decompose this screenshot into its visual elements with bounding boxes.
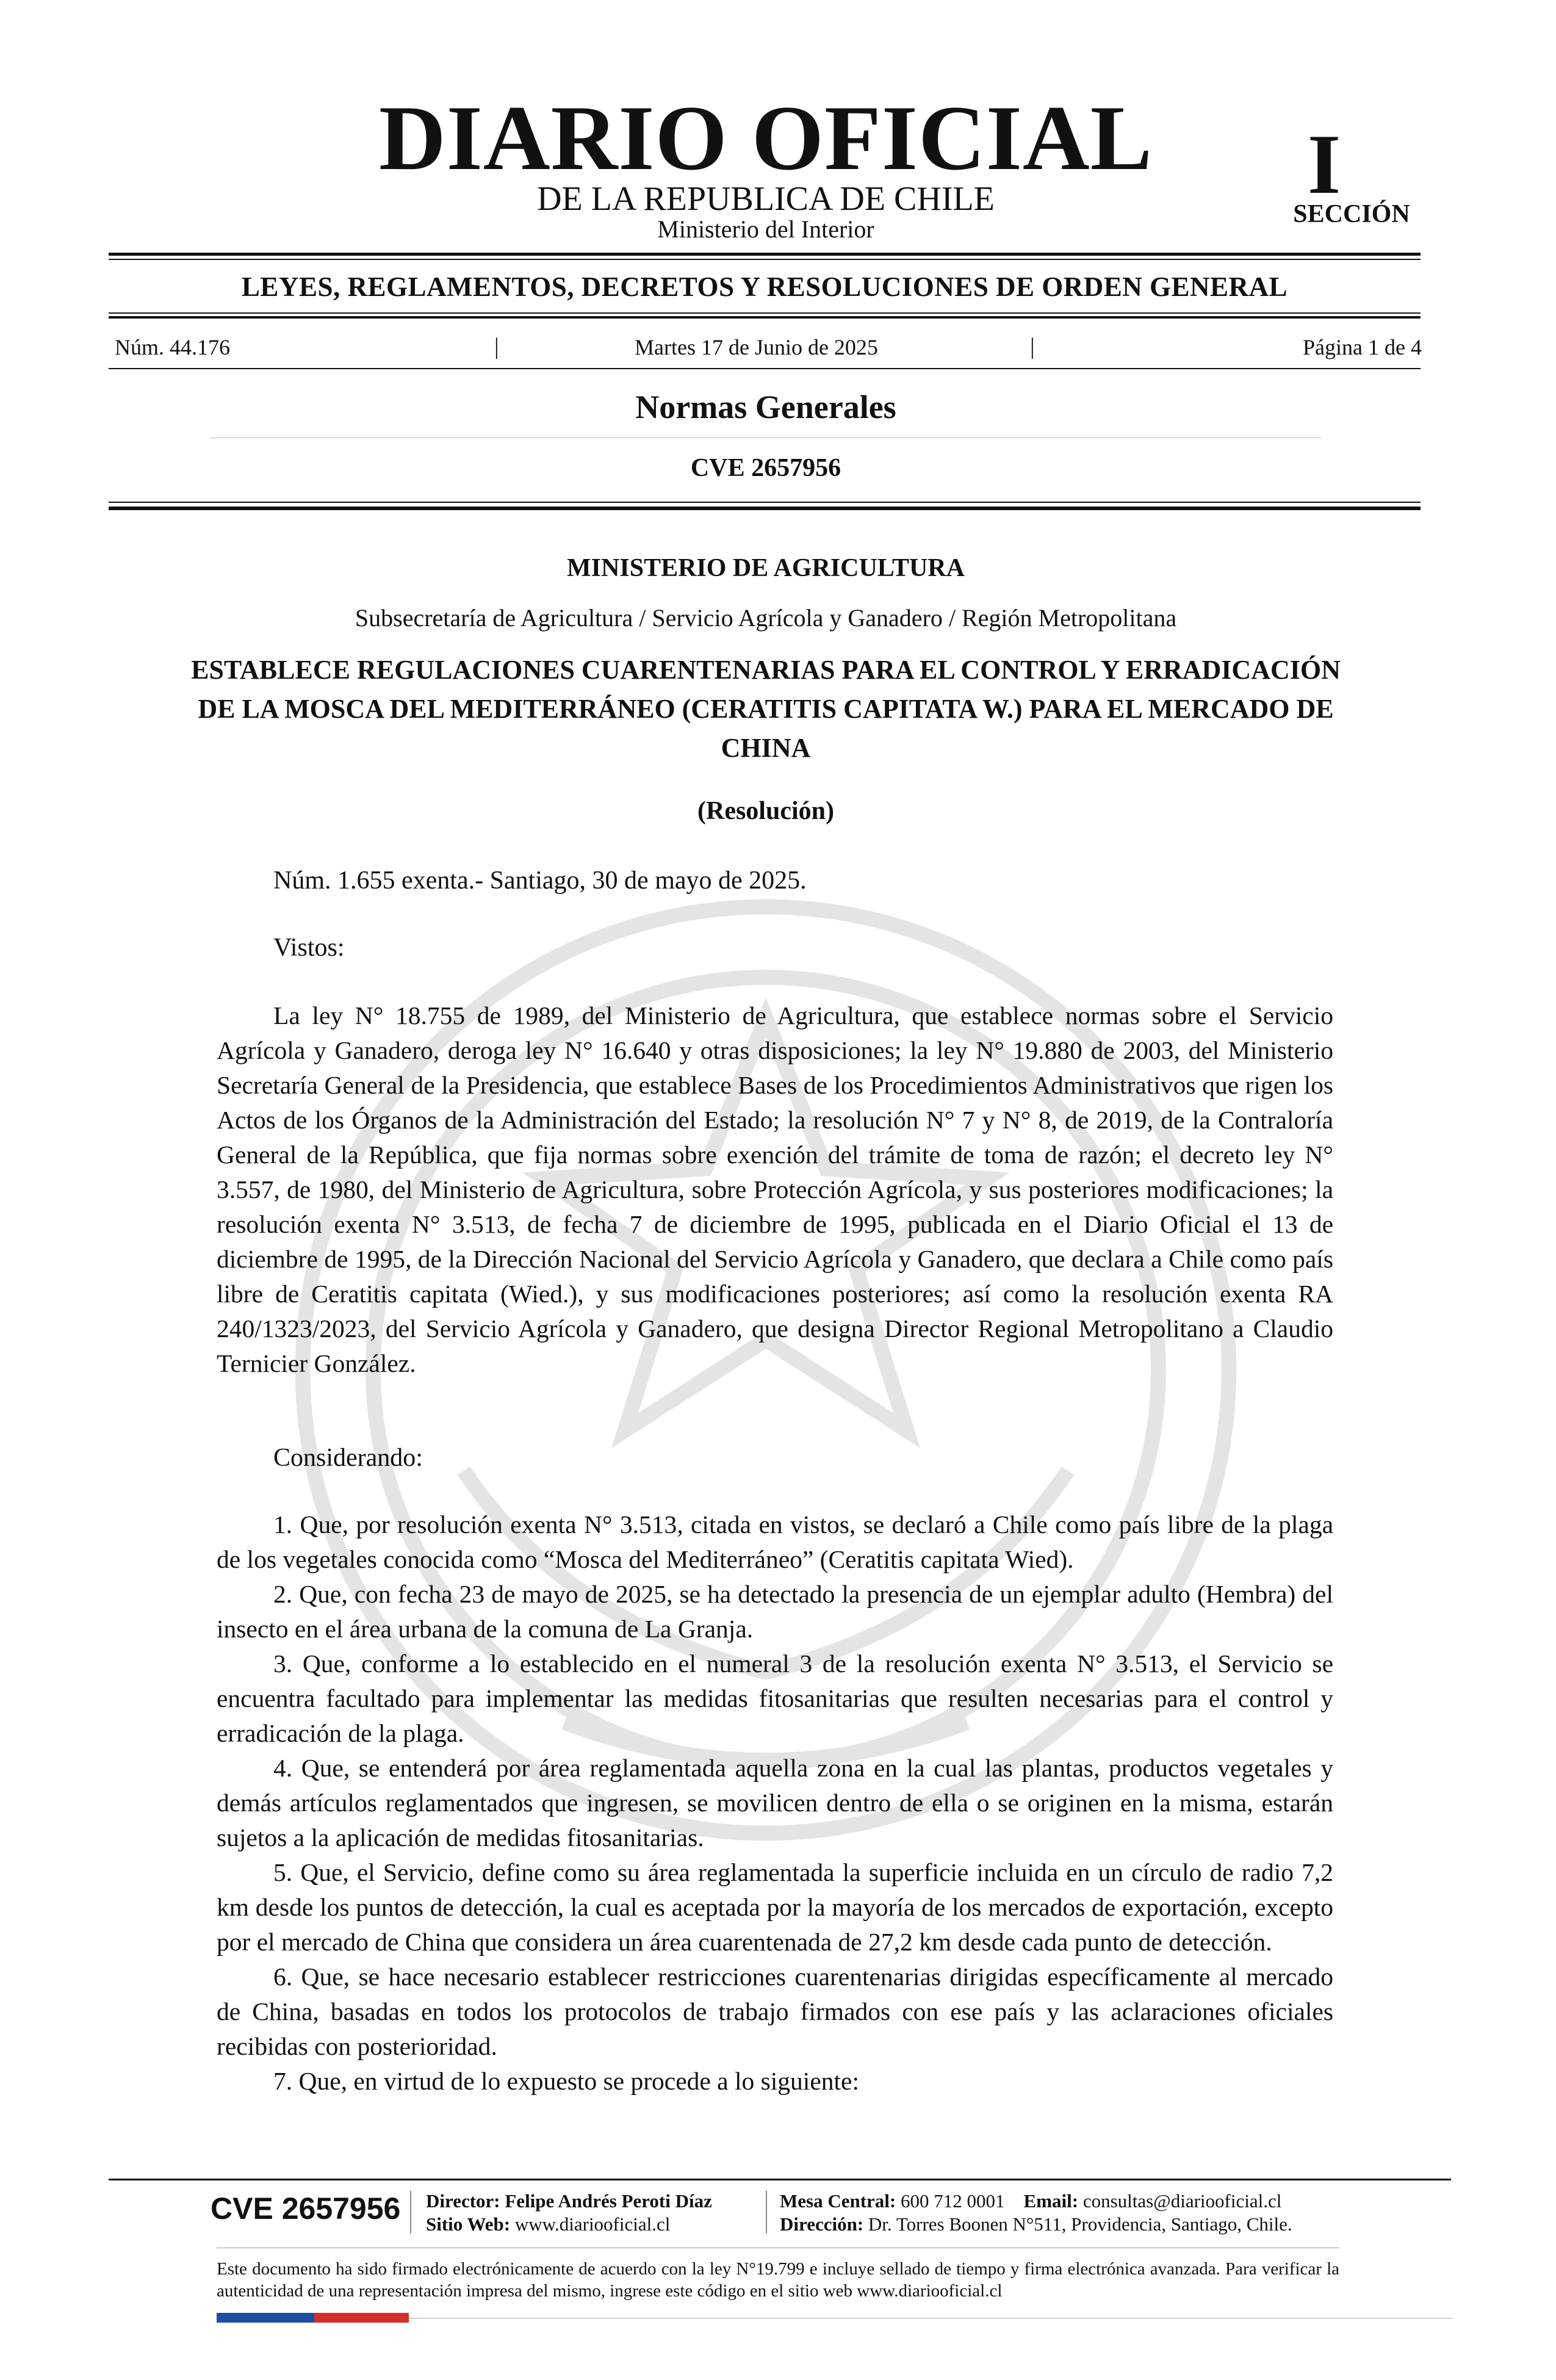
email-link[interactable]: consultas@diariooficial.cl bbox=[1082, 2190, 1282, 2212]
considerando-item: 2. Que, con fecha 23 de mayo de 2025, se ha detectado la presencia de un ejemplar adulto (Hembra) del insecto en el área urbana de la comuna de La Granja. bbox=[217, 1580, 1333, 1643]
issue-separator: | bbox=[494, 334, 499, 359]
considerando-item: 4. Que, se entenderá por área reglamentada aquella zona en la cual las plantas, productos vegetales y demás artículos reglamentados que ingresen, se movilicen dentro de ella o se originen en la misma, estarán sujetos a la aplicación de medidas fitosanitarias. bbox=[217, 1754, 1333, 1852]
flag-stripe-line bbox=[409, 2318, 1452, 2319]
address: Dr. Torres Boonen N°511, Providencia, Santiago, Chile. bbox=[868, 2213, 1292, 2235]
issue-separator: | bbox=[1030, 334, 1035, 359]
considerando-item: 1. Que, por resolución exenta N° 3.513, citada en vistos, se declaró a Chile como país libre de la plaga de los vegetales conocida como “Mosca del Mediterráneo” (Ceratitis capitata Wied). bbox=[217, 1510, 1333, 1573]
section-label: SECCIÓN bbox=[1293, 200, 1410, 228]
document-type: (Resolución) bbox=[697, 797, 834, 825]
vistos-heading: Vistos: bbox=[273, 934, 345, 962]
category-rule-thin bbox=[109, 312, 1421, 314]
section-number: I bbox=[1307, 117, 1341, 212]
masthead-rule-thin bbox=[109, 259, 1421, 260]
considerando-list bbox=[217, 1507, 1333, 2099]
considerando-heading: Considerando: bbox=[273, 1444, 423, 1472]
considerando-item: 3. Que, conforme a lo establecido en el numeral 3 de la resolución exenta N° 3.513, el Servicio se encuentra facultado para implementar las medidas fitosanitarias que resulten necesarias para el control y erradicación de la plaga. bbox=[217, 1650, 1333, 1747]
section-title: Normas Generales bbox=[635, 389, 896, 425]
footer-director-block bbox=[426, 2190, 712, 2236]
resolution-title: ESTABLECE REGULACIONES CUARENTENARIAS PARA EL CONTROL Y ERRADICACIÓN DE LA MOSCA DEL MEDITERRÁNEO (CERATITIS CAPITATA W.) PARA EL MERCADO DE CHINA bbox=[191, 655, 1341, 763]
footer-separator bbox=[766, 2191, 767, 2234]
ministry-title: MINISTERIO DE AGRICULTURA bbox=[567, 554, 965, 582]
issue-number: Núm. 44.176 bbox=[115, 335, 230, 359]
issue-rule bbox=[109, 368, 1421, 369]
email-label: Email: bbox=[1023, 2190, 1079, 2212]
director-name: Felipe Andrés Peroti Díaz bbox=[505, 2190, 712, 2212]
header-bottom-rule-thin bbox=[109, 502, 1421, 503]
considerando-item: 6. Que, se hace necesario establecer restricciones cuarentenarias dirigidas específicamente al mercado de China, basadas en todos los protocolos de trabajo firmados con ese país y las aclaraciones oficiales recibidas con posterioridad. bbox=[217, 1963, 1333, 2060]
header-bottom-rule-thick bbox=[109, 507, 1421, 510]
category-rule-thick bbox=[109, 316, 1421, 319]
masthead-subtitle: DE LA REPUBLICA DE CHILE bbox=[537, 180, 995, 218]
issue-date: Martes 17 de Junio de 2025 bbox=[635, 335, 878, 359]
ministry-subtitle: Subsecretaría de Agricultura / Servicio Agrícola y Ganadero / Región Metropolitana bbox=[355, 604, 1177, 632]
director-label: Director: bbox=[426, 2190, 500, 2212]
considerando-item: 5. Que, el Servicio, define como su área reglamentada la superficie incluida en un círculo de radio 7,2 km desde los puntos de detección, la cual es aceptada por la mayoría de los mercados de exportación, excepto por el mercado de China que considera un área cuarentenada de 27,2 km desde cada punto de detección. bbox=[217, 1858, 1333, 1956]
footer-rule bbox=[109, 2179, 1451, 2180]
address-label: Dirección: bbox=[780, 2213, 864, 2235]
footer-disclaimer: Este documento ha sido firmado electrónicamente de acuerdo con la ley N°19.799 e incluye sellado de tiempo y firma electrónica avanzada. Para verificar la autenticidad de una representación impresa del mismo, ingrese este código en el sitio web www.diariooficial.cl bbox=[217, 2259, 1339, 2301]
considerando-item: 7. Que, en virtud de lo expuesto se procede a lo siguiente: bbox=[273, 2067, 859, 2095]
phone-label: Mesa Central: bbox=[780, 2190, 896, 2212]
website-label: Sitio Web: bbox=[426, 2213, 511, 2235]
page-indicator: Página 1 de 4 bbox=[1303, 335, 1422, 359]
resolution-number: Núm. 1.655 exenta.- Santiago, 30 de mayo de 2025. bbox=[273, 867, 807, 895]
masthead-ministry: Ministerio del Interior bbox=[657, 215, 874, 243]
category-heading: LEYES, REGLAMENTOS, DECRETOS Y RESOLUCIONES DE ORDEN GENERAL bbox=[241, 272, 1288, 302]
cve-code: CVE 2657956 bbox=[690, 454, 841, 482]
masthead-title: DIARIO OFICIAL bbox=[378, 87, 1153, 189]
flag-stripe-blue bbox=[217, 2313, 314, 2323]
footer-cve-code: CVE 2657956 bbox=[211, 2191, 401, 2226]
flag-stripe-red bbox=[314, 2313, 409, 2323]
website-link[interactable]: www.diariooficial.cl bbox=[514, 2213, 671, 2235]
footer-contact-block bbox=[780, 2190, 1292, 2236]
masthead-rule-thick bbox=[109, 253, 1421, 256]
footer-separator bbox=[410, 2191, 411, 2234]
phone-number: 600 712 0001 bbox=[901, 2190, 1005, 2212]
vistos-text: La ley N° 18.755 de 1989, del Ministerio de Agricultura, que establece normas sobre el Servicio Agrícola y Ganadero, deroga ley N° 16.640 y otras disposiciones; la ley N° 19.880 de 2003, del Ministerio Secretaría General de la Presidencia, que establece Bases de los Procedimientos Administrativos que rigen los Actos de los Órganos de la Administración del Estado; la resolución N° 7 y N° 8, de 2019, de la Contraloría General de la República, que fija normas sobre exención del trámite de toma de razón; el decreto ley N° 3.557, de 1980, del Ministerio de Agricultura, sobre Protección Agrícola, y sus posteriores modificaciones; la resolución exenta N° 3.513, de fecha 7 de diciembre de 1995, publicada en el Diario Oficial el 13 de diciembre de 1995, de la Dirección Nacional del Servicio Agrícola y Ganadero, que declara a Chile como país libre de Ceratitis capitata (Wied.), y sus modificaciones posteriores; así como la resolución exenta RA 240/1323/2023, del Servicio Agrícola y Ganadero, que designa Director Regional Metropolitano a Claudio Ternicier González. bbox=[217, 1001, 1333, 1377]
